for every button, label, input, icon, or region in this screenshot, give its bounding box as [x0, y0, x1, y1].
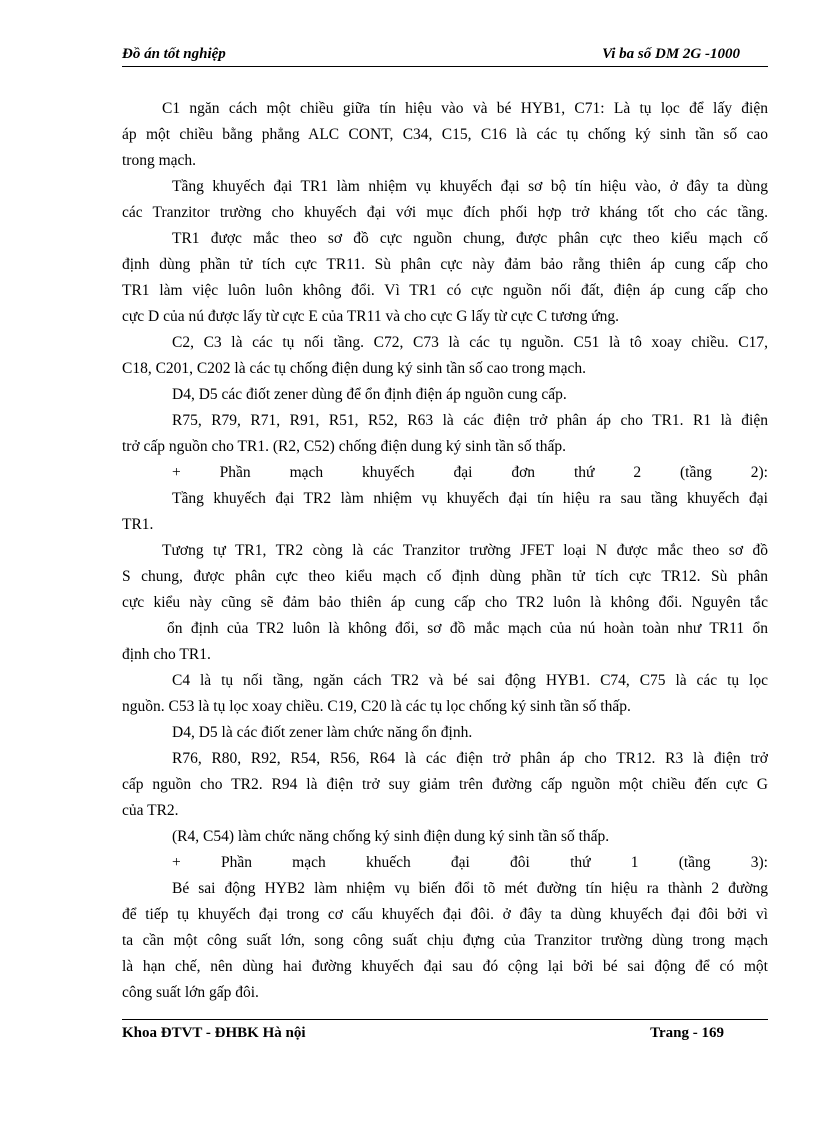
text-line: nguồn. C53 là tụ lọc xoay chiều. C19, C20 là các tụ lọc chống ký sinh tần số thấp. — [122, 698, 631, 715]
text-line: Tầng khuyếch đại TR2 làm nhiệm vụ khuyếch đại tín hiệu ra sau tầng khuyếch đại — [172, 490, 768, 507]
footer-left: Khoa ĐTVT - ĐHBK Hà nội — [122, 1025, 306, 1041]
text-line: Bé sai động HYB2 làm nhiệm vụ biến đổi tõ mét đường tín hiệu ra thành 2 đường — [172, 880, 768, 897]
text-line: (R4, C54) làm chức năng chống ký sinh điện dung ký sinh tần số thấp. — [172, 828, 610, 845]
text-line: S chung, được phân cực theo kiểu mạch cố định dùng phần tử tích cực TR12. Sù phân — [122, 568, 768, 585]
text-line: C4 là tụ nối tầng, ngăn cách TR2 và bé sai động HYB1. C74, C75 là các tụ lọc — [172, 672, 768, 689]
text-line: cực D của nú được lấy từ cực E của TR11 và cho cực G lấy từ cực C tương ứng. — [122, 308, 620, 325]
text-line: + Phần mạch khuếch đại đôi thứ 1 (tầng 3): — [172, 854, 768, 871]
text-line: C1 ngăn cách một chiều giữa tín hiệu vào và bé HYB1, C71: Là tụ lọc để lấy điện — [162, 100, 768, 117]
text-line: D4, D5 là các điốt zener làm chức năng ổn định. — [172, 724, 473, 741]
text-line: + Phần mạch khuyếch đại đơn thứ 2 (tầng 2): — [172, 464, 768, 481]
text-line: cấp nguồn cho TR2. R94 là điện trở suy giảm trên đường cấp nguồn một chiều đến cực G — [122, 776, 768, 793]
text-line: cực kiểu này cũng sẽ đảm bảo thiên áp cung cấp cho TR2 luôn là không đổi. Nguyên tắc — [122, 594, 768, 611]
text-line: ta cần một công suất lớn, song công suất chịu đựng của Tranzitor trường dùng trong mạch — [122, 932, 768, 949]
text-line: định dùng phần tử tích cực TR11. Sù phân cực này đảm bảo rằng thiên áp cung cấp cho — [122, 256, 768, 273]
text-line: R75, R79, R71, R91, R51, R52, R63 là các điện trở phân áp cho TR1. R1 là điện — [172, 412, 768, 429]
header-left: Đồ án tốt nghiệp — [122, 46, 226, 62]
text-line: trở cấp nguồn cho TR1. (R2, C52) chống điện dung ký sinh tần số thấp. — [122, 438, 567, 455]
page-number: Trang - 169 — [650, 1025, 724, 1041]
text-line: Tương tự TR1, TR2 còng là các Tranzitor trường JFET loại N được mắc theo sơ đồ — [162, 542, 768, 559]
text-line: trong mạch. — [122, 152, 197, 169]
header-right: Vi ba số DM 2G -1000 — [602, 46, 740, 62]
text-line: là hạn chế, nên dùng hai đường khuyếch đại sau đó cộng lại bởi bé sai động để có một — [122, 958, 768, 975]
text-line: để tiếp tụ khuyếch đại trong cơ cấu khuyếch đại đôi. ở đây ta dùng khuyếch đại đôi bởi vì — [122, 906, 768, 923]
page-header — [122, 46, 768, 66]
text-line: các Tranzitor trường cho khuyếch đại với mục đích phối hợp trở kháng tốt cho các tầng. — [122, 204, 768, 221]
text-line: áp một chiều bằng phẳng ALC CONT, C34, C15, C16 là các tụ chống ký sinh tần số cao — [122, 126, 768, 143]
text-line: C2, C3 là các tụ nối tầng. C72, C73 là các tụ nguồn. C51 là tô xoay chiều. C17, — [172, 334, 768, 351]
footer-divider — [122, 1019, 768, 1020]
text-line: ổn định của TR2 luôn là không đổi, sơ đồ mắc mạch của nú hoàn toàn như TR11 ổn — [167, 620, 768, 637]
text-line: TR1 làm việc luôn luôn không đổi. Vì TR1 có cực nguồn nối đất, điện áp cung cấp cho — [122, 282, 768, 299]
text-line: định cho TR1. — [122, 646, 211, 663]
text-line: D4, D5 các điốt zener dùng để ổn định điện áp nguồn cung cấp. — [172, 386, 567, 403]
header-divider — [122, 66, 768, 67]
text-line: C18, C201, C202 là các tụ chống điện dung ký sinh tần số cao trong mạch. — [122, 360, 587, 377]
text-line: của TR2. — [122, 802, 179, 819]
text-line: Tầng khuyếch đại TR1 làm nhiệm vụ khuyếch đại sơ bộ tín hiệu vào, ở đây ta dùng — [172, 178, 768, 195]
text-line: R76, R80, R92, R54, R56, R64 là các điện trở phân áp cho TR12. R3 là điện trở — [172, 750, 768, 767]
text-line: TR1. — [122, 516, 154, 533]
text-line: TR1 được mắc theo sơ đồ cực nguồn chung, được phân cực theo kiểu mạch cố — [172, 230, 768, 247]
text-line: công suất lớn gấp đôi. — [122, 984, 259, 1001]
